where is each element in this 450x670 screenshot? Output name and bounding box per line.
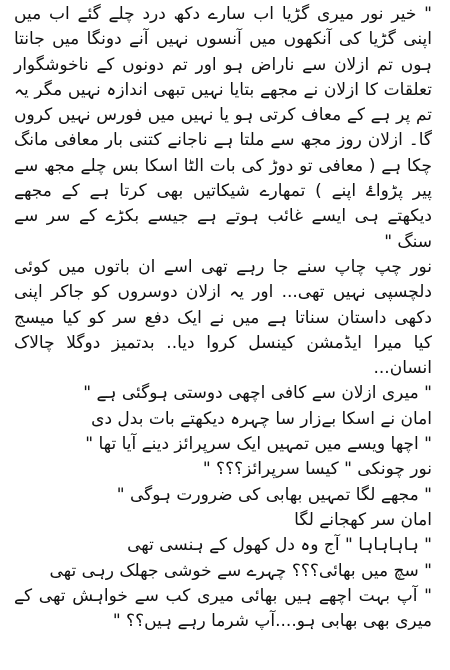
text-line: تعلقات کا ازلان نے مجھے بتایا نہیں تبھی اندازہ نہیں مگر یہ — [14, 79, 432, 100]
text-line: پیر پڑواۓ اپنے ) تمھارے شیکاتیں بھی کرتا ہے کے مجھے — [14, 181, 432, 202]
text-line: نور چونکی " کیسا سرپرائز؟؟؟ " — [202, 459, 432, 480]
text-line: " مجھے لگا تمہیں بھابی کی ضرورت ہوگی " — [116, 484, 432, 505]
text-line: امان سر کھجانے لگا — [294, 509, 432, 530]
text-line: میری بھی بھابی ہو....آپ شرما رہے ہیں؟؟ " — [112, 611, 432, 632]
text-line: " اچھا ویسے میں تمہیں ایک سرپرائز دینے آیا تھا " — [85, 434, 432, 455]
text-line: تم پر ہے کے معاف کرتی ہو یا نہیں میں فورس نہیں کروں — [14, 105, 432, 126]
text-line: اپنی گڑیا کی آنکھوں میں آنسوں نہیں آنے دونگا میں جانتا — [14, 29, 432, 50]
text-line: نور چپ چاپ سنے جا رہے تھی اسے ان باتوں میں کوئی — [14, 256, 432, 277]
text-line: ہوں تم ازلان سے ناراض ہو اور تم دونوں کے ناخوشگوار — [14, 54, 432, 75]
text-line: دلچسپی نہیں تھی... اور یہ ازلان دوسروں کو جاکر اپنی — [14, 282, 432, 303]
text-line: دیکھتے ہی ایسے غائب ہوتے ہے جیسے بکڑے کے سر سے — [14, 206, 432, 227]
text-line: " خیر نور میری گڑیا اب سارے دکھ درد چلے گئے اب میں — [14, 4, 432, 24]
text-line: چکا ہے ( معافی تو دوڑ کی بات الٹا اسکا بس چلے مجھ سے — [14, 155, 432, 176]
text-line: " ہاہاہاہا " آج وہ دل کھول کے ہنسی تھی — [127, 535, 432, 556]
text-line: " سچ میں بھائی؟؟؟ چہرے سے خوشی جھلک رہی تھی — [49, 560, 432, 581]
text-line: کیا میرا ایڈمشن کینسل کروا دیا.. بدتمیز دوگلا چالاک — [14, 332, 432, 353]
text-line: امان نے اسکا بےزار سا چہرہ دیکھتے بات بدل دی — [91, 408, 432, 429]
story-text — [14, 2, 432, 634]
text-line: انسان... — [373, 358, 432, 379]
text-line: دکھی داستان سناتا ہے میں نے ایک دفع سر کو کیا میسج — [14, 307, 432, 328]
text-line: " میری ازلان سے کافی اچھی دوستی ہوگئی ہے " — [83, 383, 432, 404]
text-line: سنگ " — [384, 231, 432, 252]
text-line: " آپ بہت اچھے ہیں بھائی میری کب سے خواہش تھی کے — [14, 585, 432, 606]
text-line: گا۔ ازلان روز مجھ سے ملتا ہے ناجانے کتنی بار معافی مانگ — [14, 130, 432, 151]
